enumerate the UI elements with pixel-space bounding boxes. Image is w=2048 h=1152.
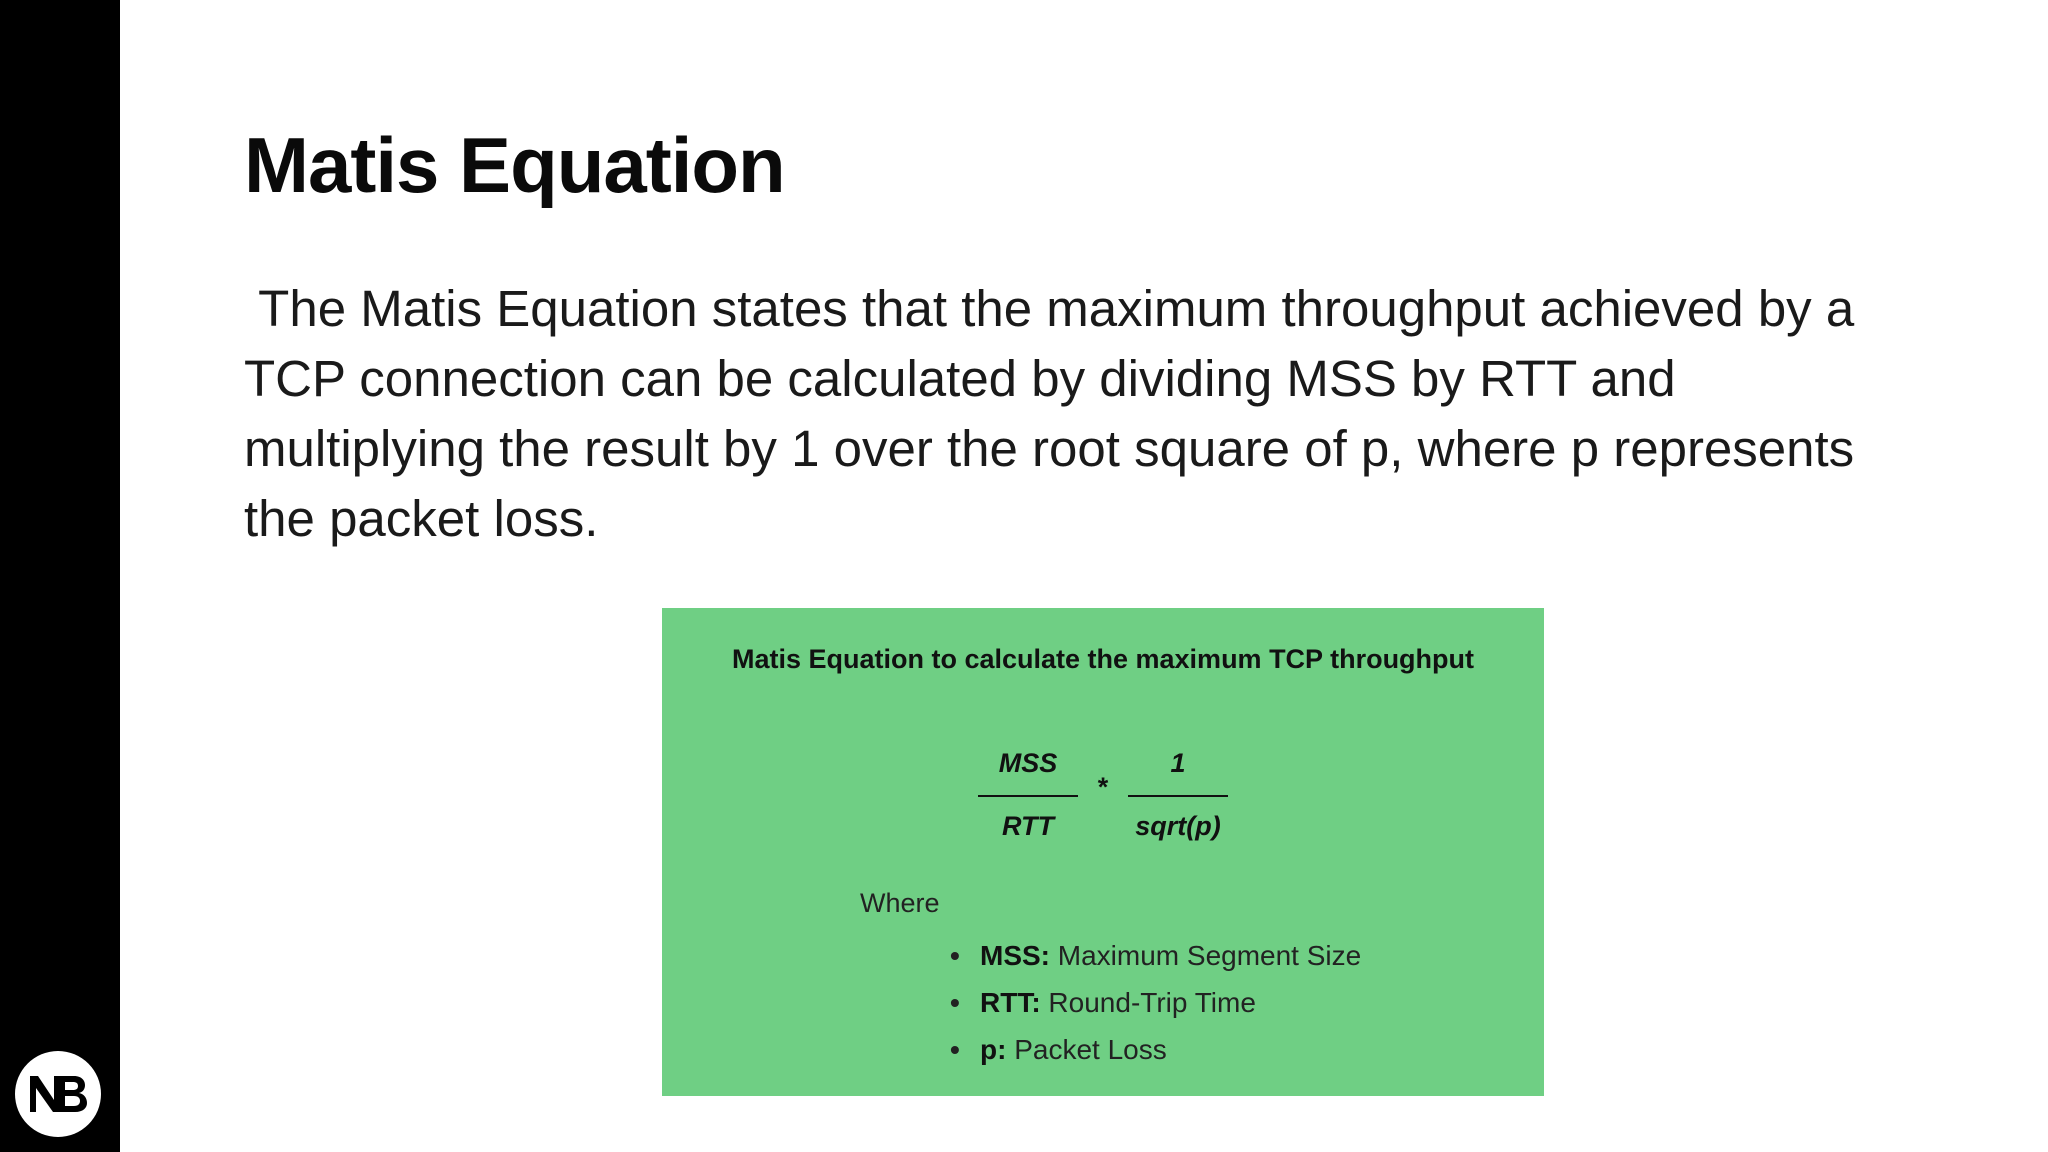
fraction-numerator: MSS <box>998 748 1058 778</box>
nb-logo-icon <box>15 1051 101 1137</box>
fraction-bar <box>978 795 1078 797</box>
fraction-denominator: sqrt(p) <box>1135 811 1221 841</box>
bullet-icon: • <box>950 1034 960 1065</box>
fraction-bar <box>1128 795 1228 797</box>
definition-desc: Packet Loss <box>1006 1034 1167 1065</box>
bullet-icon: • <box>950 940 960 971</box>
definition-term: RTT: <box>980 987 1041 1018</box>
definition-item <box>950 1026 1361 1073</box>
left-sidebar-bar <box>0 0 120 1152</box>
fraction-one-sqrtp <box>1128 748 1228 842</box>
equation-title: Matis Equation to calculate the maximum TCP throughput <box>731 644 1475 674</box>
fraction-mss-rtt <box>978 748 1078 842</box>
definition-item <box>950 979 1361 1026</box>
where-label: Where <box>860 888 940 918</box>
definition-desc: Round-Trip Time <box>1040 987 1256 1018</box>
bullet-icon: • <box>950 987 960 1018</box>
definition-item <box>950 932 1361 979</box>
body-paragraph: The Matis Equation states that the maximum throughput achieved by a TCP connection can be calculated by dividing MSS by RTT and multiplying the result by 1 over the root square of p, where p represents the packet loss. <box>244 280 1869 547</box>
fraction-denominator: RTT <box>1002 811 1054 841</box>
definition-term: MSS: <box>980 940 1050 971</box>
multiply-operator: * <box>1097 772 1109 802</box>
equation-figure <box>662 608 1544 1096</box>
definition-term: p: <box>980 1034 1007 1065</box>
nb-logo-graphic <box>28 1072 88 1116</box>
fraction-numerator: 1 <box>1170 748 1186 778</box>
page-title: Matis Equation <box>244 121 785 209</box>
definition-desc: Maximum Segment Size <box>1050 940 1362 971</box>
definition-list <box>950 932 1361 1073</box>
